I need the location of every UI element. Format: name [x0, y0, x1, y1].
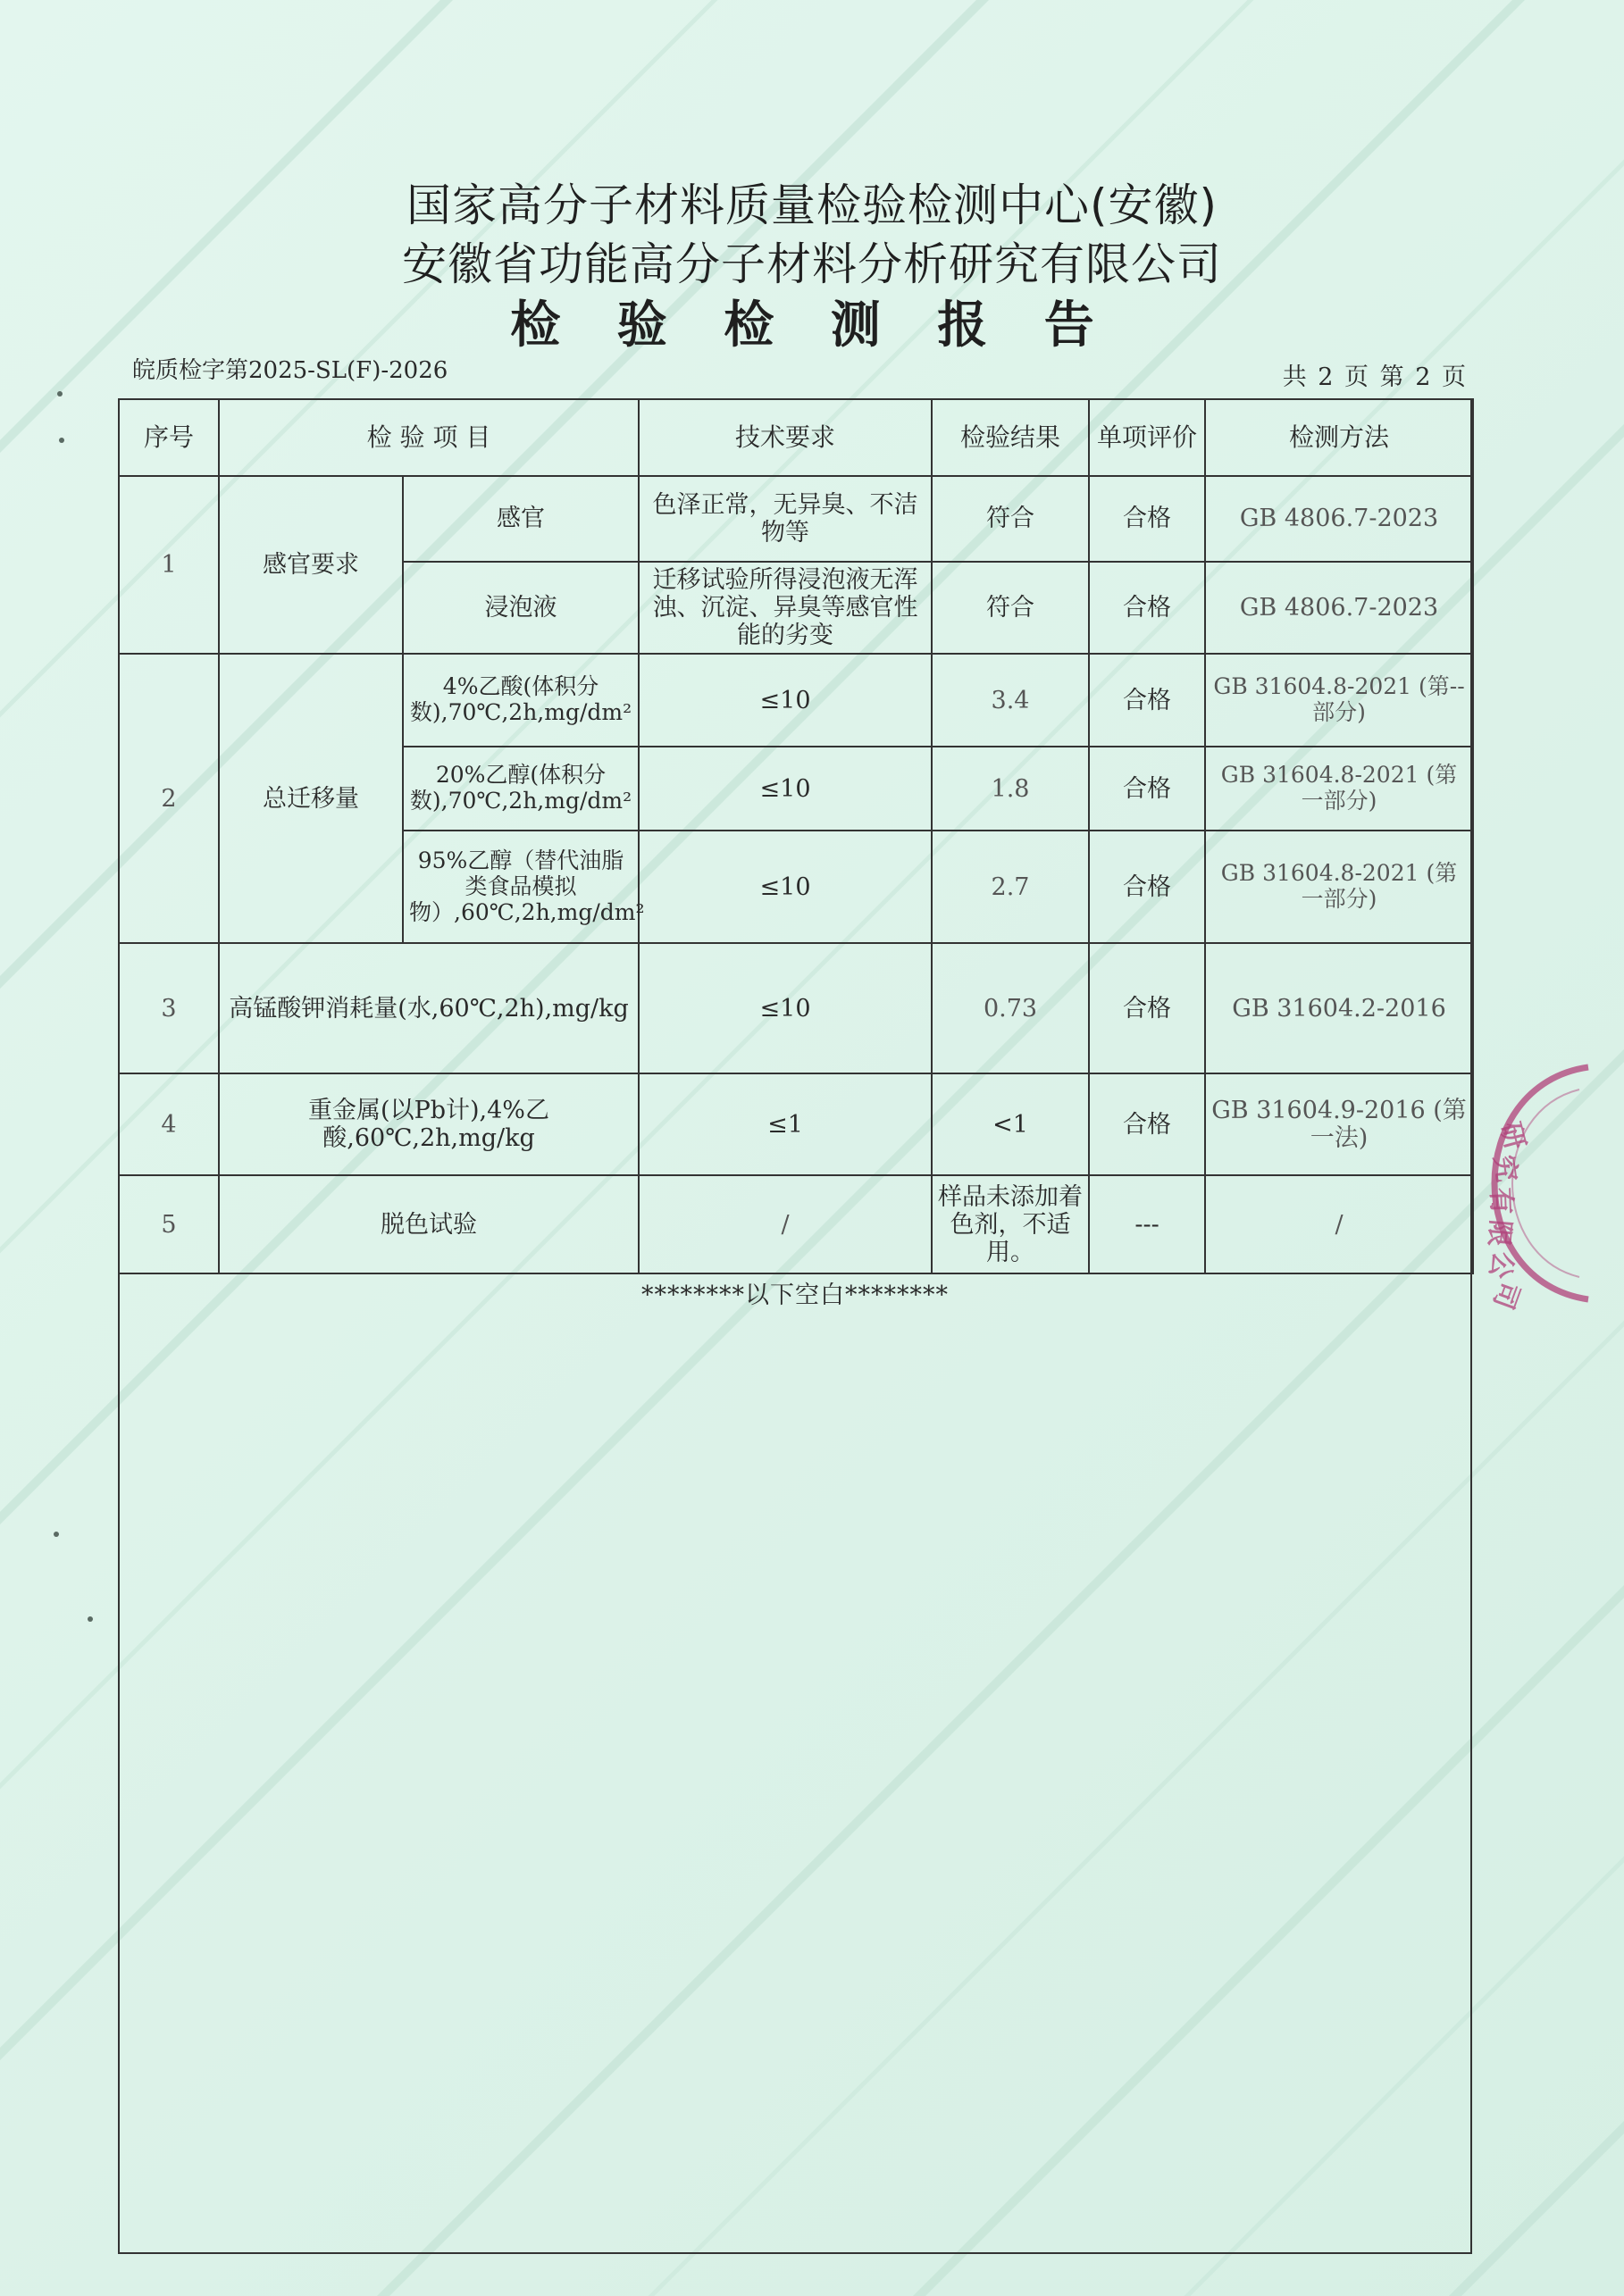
table-row [119, 476, 1473, 562]
method-cell: GB 31604.8-2021 (第一部分) [1205, 831, 1473, 943]
result-cell: 符合 [932, 562, 1089, 654]
blank-below-note: ********以下空白******** [641, 1282, 949, 1309]
col-header-requirement: 技术要求 [639, 399, 932, 476]
table-header-row [119, 399, 1473, 476]
row-number: 3 [119, 943, 219, 1073]
evaluation-cell: 合格 [1089, 654, 1205, 747]
result-cell: 1.8 [932, 747, 1089, 831]
requirement-cell: ≤10 [639, 943, 932, 1073]
svg-text:有: 有 [1485, 1187, 1518, 1215]
item-cell: 脱色试验 [219, 1175, 639, 1273]
evaluation-cell: 合格 [1089, 831, 1205, 943]
row-number: 2 [119, 654, 219, 943]
col-header-item: 检 验 项 目 [219, 399, 639, 476]
col-header-no: 序号 [119, 399, 219, 476]
evaluation-cell: --- [1089, 1175, 1205, 1273]
item-group: 总迁移量 [219, 654, 403, 943]
table-row [119, 943, 1473, 1073]
svg-text:司: 司 [1486, 1277, 1526, 1314]
table-row [119, 654, 1473, 747]
scan-speck [88, 1616, 93, 1622]
inspection-table [118, 398, 1474, 1274]
scan-speck [54, 1532, 59, 1537]
org-name-line2: 安徽省功能高分子材料分析研究有限公司 [402, 238, 1222, 290]
result-cell: 0.73 [932, 943, 1089, 1073]
page-indicator: 共 2 页 第 2 页 [1282, 363, 1468, 391]
requirement-cell: ≤10 [639, 747, 932, 831]
col-header-method: 检测方法 [1205, 399, 1473, 476]
requirement-cell: ≤10 [639, 654, 932, 747]
evaluation-cell: 合格 [1089, 747, 1205, 831]
sub-item: 浸泡液 [403, 562, 639, 654]
result-cell: 2.7 [932, 831, 1089, 943]
col-header-evaluation: 单项评价 [1089, 399, 1205, 476]
report-title: 检 验 检 测 报 告 [510, 296, 1114, 355]
evaluation-cell: 合格 [1089, 943, 1205, 1073]
row-number: 1 [119, 476, 219, 654]
sub-item: 感官 [403, 476, 639, 562]
method-cell: GB 4806.7-2023 [1205, 476, 1473, 562]
method-cell: GB 31604.2-2016 [1205, 943, 1473, 1073]
requirement-cell: / [639, 1175, 932, 1273]
method-cell: / [1205, 1175, 1473, 1273]
method-cell: GB 31604.9-2016 (第一法) [1205, 1073, 1473, 1175]
result-cell: <1 [932, 1073, 1089, 1175]
evaluation-cell: 合格 [1089, 1073, 1205, 1175]
col-header-result: 检验结果 [932, 399, 1089, 476]
item-cell: 重金属(以Pb计),4%乙酸,60℃,2h,mg/kg [219, 1073, 639, 1175]
table-row [119, 1073, 1473, 1175]
method-cell: GB 31604.8-2021 (第一部分) [1205, 747, 1473, 831]
result-cell: 3.4 [932, 654, 1089, 747]
sub-item: 95%乙醇（替代油脂类食品模拟物）,60℃,2h,mg/dm² [403, 831, 639, 943]
scan-speck [57, 391, 63, 397]
requirement-cell: 色泽正常，无异臭、不洁物等 [639, 476, 932, 562]
svg-text:究: 究 [1487, 1153, 1522, 1184]
table-row [119, 1175, 1473, 1273]
document-number: 皖质检字第2025-SL(F)-2026 [132, 357, 448, 384]
sub-item: 20%乙醇(体积分数),70℃,2h,mg/dm² [403, 747, 639, 831]
row-number: 5 [119, 1175, 219, 1273]
requirement-cell: ≤1 [639, 1073, 932, 1175]
item-cell: 高锰酸钾消耗量(水,60℃,2h),mg/kg [219, 943, 639, 1073]
requirement-cell: ≤10 [639, 831, 932, 943]
org-name-line1: 国家高分子材料质量检验检测中心(安徽) [406, 180, 1218, 231]
svg-text:研: 研 [1494, 1119, 1531, 1154]
scan-speck [59, 438, 64, 443]
evaluation-cell: 合格 [1089, 562, 1205, 654]
row-number: 4 [119, 1073, 219, 1175]
requirement-cell: 迁移试验所得浸泡液无浑浊、沉淀、异臭等感官性能的劣变 [639, 562, 932, 654]
method-cell: GB 31604.8-2021 (第--部分) [1205, 654, 1473, 747]
method-cell: GB 4806.7-2023 [1205, 562, 1473, 654]
result-cell: 符合 [932, 476, 1089, 562]
item-group: 感官要求 [219, 476, 403, 654]
result-cell: 样品未添加着色剂，不适用。 [932, 1175, 1089, 1273]
svg-text:限: 限 [1482, 1218, 1516, 1248]
sub-item: 4%乙酸(体积分数),70℃,2h,mg/dm² [403, 654, 639, 747]
svg-text:公: 公 [1482, 1248, 1519, 1282]
evaluation-cell: 合格 [1089, 476, 1205, 562]
